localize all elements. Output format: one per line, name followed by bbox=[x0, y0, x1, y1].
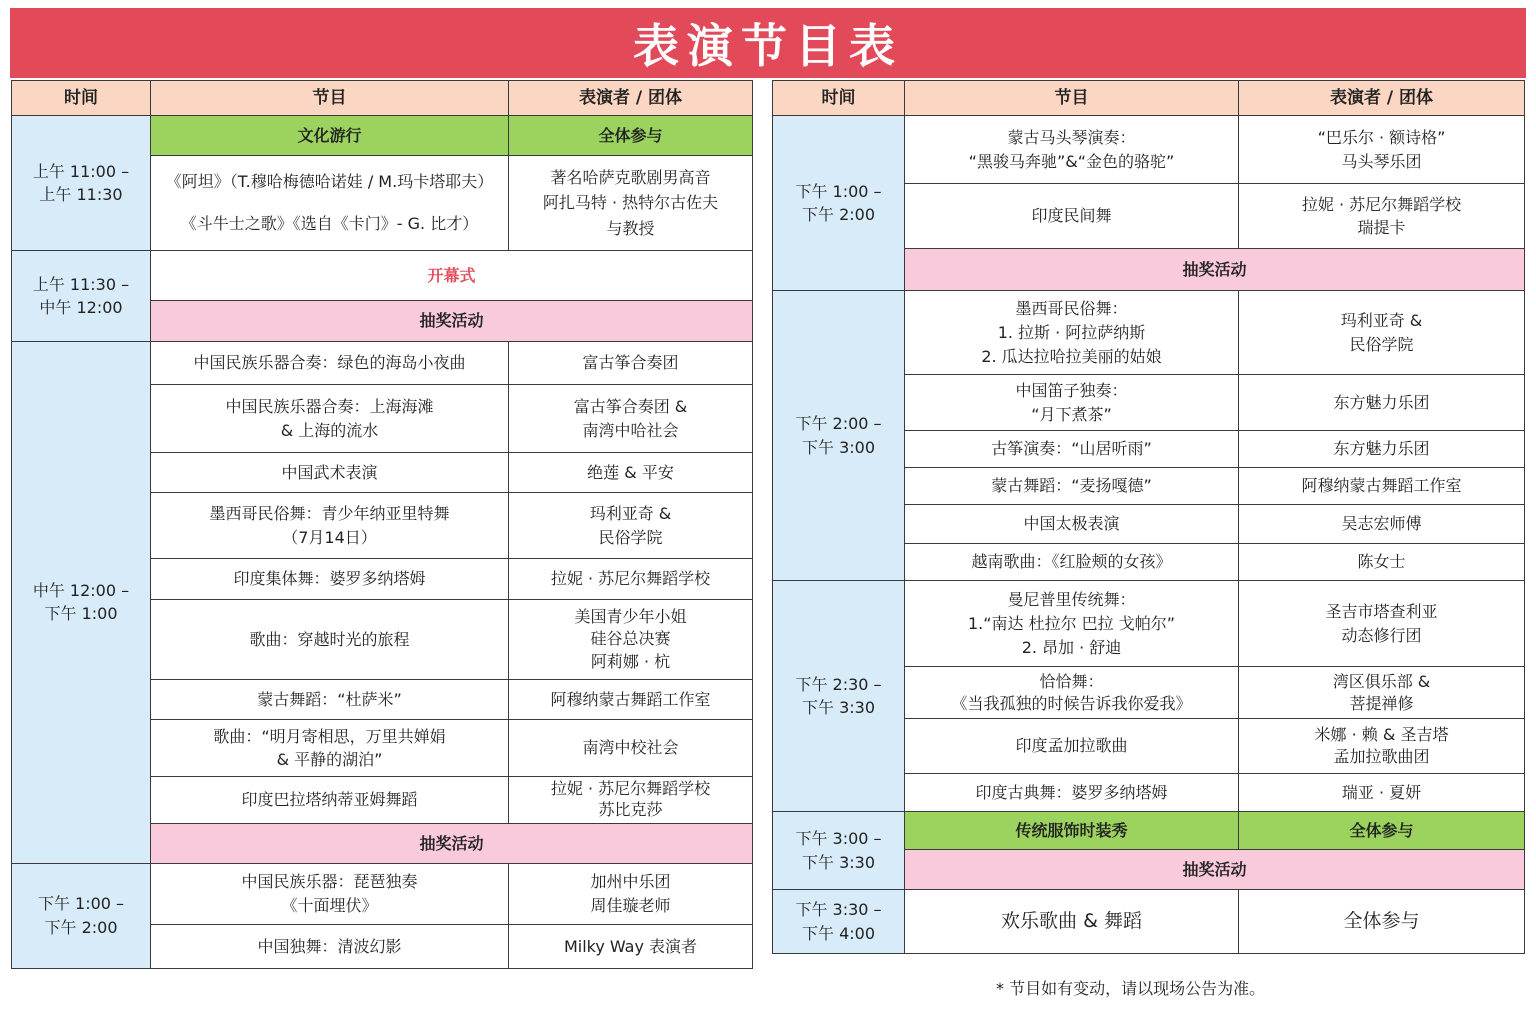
schedule-table-right bbox=[772, 80, 1525, 954]
performer-cell: 东方魅力乐团 bbox=[1239, 431, 1525, 468]
program-cell: 中国民族乐器合奏：上海海滩 & 上海的流水 bbox=[151, 385, 509, 453]
header-time: 时间 bbox=[773, 81, 905, 116]
header-time: 时间 bbox=[12, 81, 151, 116]
program-cell: 蒙古舞蹈：“麦扬嘎德” bbox=[905, 468, 1239, 505]
performer-cell: 美国青少年小姐 硅谷总决赛 阿莉娜 · 杭 bbox=[509, 600, 753, 680]
performer-cell: 圣吉市塔查利亚 动态修行团 bbox=[1239, 581, 1525, 667]
time-slot: 上午 11:30 – 中午 12:00 bbox=[12, 251, 151, 342]
program-cell: 中国民族乐器：琵琶独奏 《十面埋伏》 bbox=[151, 863, 509, 924]
performer-cell: 吴志宏师傅 bbox=[1239, 505, 1525, 544]
program-cell: 中国独舞：清波幻影 bbox=[151, 924, 509, 968]
program-cell: 印度巴拉塔纳蒂亚姆舞蹈 bbox=[151, 777, 509, 824]
program-cell: 墨西哥民俗舞： 1. 拉斯 · 阿拉萨纳斯 2. 瓜达拉哈拉美丽的姑娘 bbox=[905, 291, 1239, 375]
performer-cell: 南湾中校社会 bbox=[509, 720, 753, 777]
header-program: 节目 bbox=[151, 81, 509, 116]
time-slot: 下午 1:00 – 下午 2:00 bbox=[12, 863, 151, 968]
performer-cell: 著名哈萨克歌剧男高音 阿扎马特 · 热特尔古佐夫 与教授 bbox=[509, 156, 753, 251]
fashion-program: 传统服饰时装秀 bbox=[905, 812, 1239, 850]
time-slot: 下午 1:00 – 下午 2:00 bbox=[773, 116, 905, 291]
performer-cell: 拉妮 · 苏尼尔舞蹈学校 瑞提卡 bbox=[1239, 184, 1525, 249]
time-slot: 下午 3:30 – 下午 4:00 bbox=[773, 890, 905, 954]
header-performer: 表演者 / 团体 bbox=[1239, 81, 1525, 116]
performer-cell: 绝莲 & 平安 bbox=[509, 453, 753, 493]
header-performer: 表演者 / 团体 bbox=[509, 81, 753, 116]
program-cell: 歌曲：“明月寄相思，万里共婵娟 & 平静的湖泊” bbox=[151, 720, 509, 777]
program-cell: 蒙古马头琴演奏： “黑骏马奔驰”&“金色的骆驼” bbox=[905, 116, 1239, 184]
raffle-row: 抽奖活动 bbox=[905, 249, 1525, 291]
time-slot: 上午 11:00 – 上午 11:30 bbox=[12, 116, 151, 251]
final-program: 欢乐歌曲 & 舞蹈 bbox=[905, 890, 1239, 954]
raffle-row: 抽奖活动 bbox=[151, 823, 753, 863]
performer-cell: 湾区俱乐部 & 菩提禅修 bbox=[1239, 667, 1525, 719]
performer-cell: 拉妮 · 苏尼尔舞蹈学校 bbox=[509, 559, 753, 600]
program-cell: 印度孟加拉歌曲 bbox=[905, 719, 1239, 774]
performer-cell: 玛利亚奇 & 民俗学院 bbox=[1239, 291, 1525, 375]
schedule-table-left bbox=[11, 80, 753, 969]
raffle-row: 抽奖活动 bbox=[151, 301, 753, 342]
time-slot: 下午 2:30 – 下午 3:30 bbox=[773, 581, 905, 812]
page-title: 表演节目表 bbox=[633, 19, 903, 73]
program-cell: 中国民族乐器合奏：绿色的海岛小夜曲 bbox=[151, 342, 509, 385]
program-cell: 古筝演奏：“山居听雨” bbox=[905, 431, 1239, 468]
performer-cell: “巴乐尔 · 额诗格” 马头琴乐团 bbox=[1239, 116, 1525, 184]
program-cell: 印度民间舞 bbox=[905, 184, 1239, 249]
header-program: 节目 bbox=[905, 81, 1239, 116]
performer-cell: 阿穆纳蒙古舞蹈工作室 bbox=[1239, 468, 1525, 505]
title-banner bbox=[10, 8, 1526, 78]
fashion-performer: 全体参与 bbox=[1239, 812, 1525, 850]
program-cell: 蒙古舞蹈：“杜萨米” bbox=[151, 680, 509, 720]
program-cell: 《阿坦》（T.穆哈梅德哈诺娃 / M.玛卡塔耶夫） 《斗牛士之歌》《选自《卡门》- G. 比才） bbox=[151, 156, 509, 251]
performer-cell: 拉妮 · 苏尼尔舞蹈学校 苏比克莎 bbox=[509, 777, 753, 824]
performer-cell: 米娜 · 赖 & 圣吉塔 孟加拉歌曲团 bbox=[1239, 719, 1525, 774]
time-slot: 下午 3:00 – 下午 3:30 bbox=[773, 812, 905, 890]
raffle-row: 抽奖活动 bbox=[905, 850, 1525, 890]
program-cell: 中国笛子独奏： “月下煮茶” bbox=[905, 375, 1239, 431]
performer-cell: 富古筝合奏团 bbox=[509, 342, 753, 385]
performer-cell: 玛利亚奇 & 民俗学院 bbox=[509, 493, 753, 559]
program-cell: 中国武术表演 bbox=[151, 453, 509, 493]
performer-cell: 瑞亚 · 夏妍 bbox=[1239, 774, 1525, 812]
program-cell: 越南歌曲：《红脸颊的女孩》 bbox=[905, 544, 1239, 581]
performer-cell: 陈女士 bbox=[1239, 544, 1525, 581]
opening-ceremony: 开幕式 bbox=[151, 251, 753, 301]
performer-cell: Milky Way 表演者 bbox=[509, 924, 753, 968]
time-slot: 下午 2:00 – 下午 3:00 bbox=[773, 291, 905, 581]
parade-performer: 全体参与 bbox=[509, 116, 753, 156]
final-performer: 全体参与 bbox=[1239, 890, 1525, 954]
performer-cell: 加州中乐团 周佳璇老师 bbox=[509, 863, 753, 924]
time-slot: 中午 12:00 – 下午 1:00 bbox=[12, 342, 151, 864]
program-cell: 歌曲：穿越时光的旅程 bbox=[151, 600, 509, 680]
program-cell: 印度集体舞：婆罗多纳塔姆 bbox=[151, 559, 509, 600]
performer-cell: 富古筝合奏团 & 南湾中哈社会 bbox=[509, 385, 753, 453]
performer-cell: 东方魅力乐团 bbox=[1239, 375, 1525, 431]
program-cell: 恰恰舞： 《当我孤独的时候告诉我你爱我》 bbox=[905, 667, 1239, 719]
program-cell: 曼尼普里传统舞： 1.“南达 杜拉尔 巴拉 戈帕尔” 2. 昂加 · 舒迪 bbox=[905, 581, 1239, 667]
parade-program: 文化游行 bbox=[151, 116, 509, 156]
program-cell: 印度古典舞：婆罗多纳塔姆 bbox=[905, 774, 1239, 812]
program-cell: 墨西哥民俗舞：青少年纳亚里特舞 （7月14日） bbox=[151, 493, 509, 559]
program-cell: 中国太极表演 bbox=[905, 505, 1239, 544]
performer-cell: 阿穆纳蒙古舞蹈工作室 bbox=[509, 680, 753, 720]
footnote: * 节目如有变动，请以现场公告为准。 bbox=[996, 979, 1266, 998]
